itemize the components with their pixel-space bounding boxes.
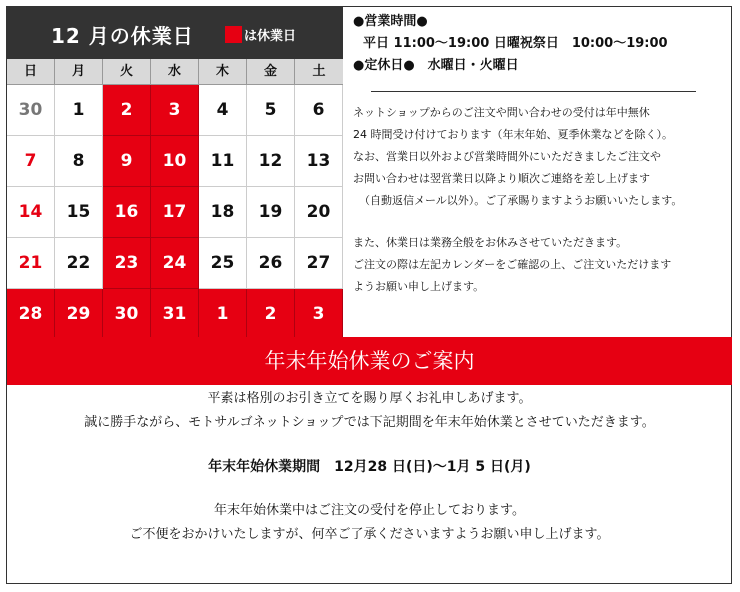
info-text-line: なお、営業日以外および営業時間外にいただきましたご注文や	[353, 150, 661, 163]
calendar-day: 21	[7, 238, 55, 289]
calendar-day: 30	[7, 85, 55, 136]
info-text-line: ネットショップからのご注文や問い合わせの受付は年中無休	[353, 106, 650, 119]
calendar-day-closed: 28	[7, 289, 55, 340]
calendar-day-closed: 2	[103, 85, 151, 136]
calendar-day-closed: 3	[295, 289, 343, 340]
calendar-day-closed: 31	[151, 289, 199, 340]
info-text-line: （自動返信メール以外）。ご了承賜りますようお願いいたします。	[359, 194, 683, 207]
holiday-period: 年末年始休業期間 12月28 日(日)～1月 5 日(月)	[208, 459, 531, 475]
year-end-notice	[7, 385, 732, 547]
weekday-label: 日	[7, 59, 55, 85]
calendar-header	[7, 7, 343, 59]
info-text-line: 24 時間受け付けております（年末年始、夏季休業などを除く）。	[353, 128, 673, 141]
calendar-day: 13	[295, 136, 343, 187]
notice-line-3: 年末年始休業中はご注文の受付を停止しております。	[214, 503, 525, 518]
hours-text: 平日 11:00～19:00 日曜祝祭日 10:00～19:00	[363, 36, 668, 51]
calendar-day: 22	[55, 238, 103, 289]
calendar-day-closed: 16	[103, 187, 151, 238]
hours-heading: ●営業時間●	[353, 14, 428, 29]
legend-label: は休業日	[244, 29, 297, 44]
calendar-day-grid	[7, 85, 343, 340]
weekday-label: 火	[103, 59, 151, 85]
weekday-label: 木	[199, 59, 247, 85]
info-panel	[343, 7, 732, 337]
closed-days-heading: ●定休日● 水曜日・火曜日	[353, 58, 519, 73]
calendar-day-closed: 2	[247, 289, 295, 340]
online-order-paragraph	[353, 102, 732, 212]
info-text-line: お問い合わせは翌営業日以降より順次ご連絡を差し上げます	[353, 172, 650, 185]
calendar-day: 25	[199, 238, 247, 289]
calendar-day: 18	[199, 187, 247, 238]
calendar-day: 6	[295, 85, 343, 136]
calendar-day: 5	[247, 85, 295, 136]
info-text-line: ご注文の際は左記カレンダーをご確認の上、ご注文いただけます	[353, 258, 672, 271]
calendar-day: 11	[199, 136, 247, 187]
weekday-header-row	[7, 59, 343, 85]
notice-line-4: ご不便をおかけいたしますが、何卒ご了承くださいますようお願い申し上げます。	[129, 527, 610, 542]
notice-line-1: 平素は格別のお引き立てを賜り厚くお礼申しあげます。	[207, 391, 532, 406]
calendar-day: 27	[295, 238, 343, 289]
calendar-day: 12	[247, 136, 295, 187]
info-text-line: ようお願い申し上げます。	[353, 280, 485, 293]
calendar-day: 26	[247, 238, 295, 289]
calendar-day: 14	[7, 187, 55, 238]
calendar-day-closed: 30	[103, 289, 151, 340]
legend-red-swatch	[225, 26, 242, 43]
calendar-day: 1	[55, 85, 103, 136]
calendar-day-closed: 23	[103, 238, 151, 289]
calendar-day: 7	[7, 136, 55, 187]
calendar-day-closed: 1	[199, 289, 247, 340]
calendar-day: 20	[295, 187, 343, 238]
calendar-legend	[225, 25, 296, 44]
weekday-label: 月	[55, 59, 103, 85]
weekday-label: 土	[312, 64, 326, 79]
calendar-day-closed: 3	[151, 85, 199, 136]
calendar-day: 15	[55, 187, 103, 238]
weekday-label: 水	[151, 59, 199, 85]
year-end-banner: 年末年始休業のご案内	[7, 337, 732, 385]
calendar-day: 19	[247, 187, 295, 238]
calendar-day-closed: 9	[103, 136, 151, 187]
holiday-paragraph	[353, 232, 732, 298]
info-text-line: また、休業日は業務全般をお休みさせていただきます。	[353, 236, 628, 249]
calendar-day-closed: 24	[151, 238, 199, 289]
calendar-month-title: 12 月の休業日	[51, 24, 194, 48]
calendar-day: 8	[55, 136, 103, 187]
calendar-day-closed: 17	[151, 187, 199, 238]
holiday-calendar	[7, 7, 343, 340]
weekday-label: 金	[247, 59, 295, 85]
calendar-day: 4	[199, 85, 247, 136]
divider-line	[371, 91, 696, 92]
calendar-day-closed: 29	[55, 289, 103, 340]
calendar-day-closed: 10	[151, 136, 199, 187]
notice-line-2: 誠に勝手ながら、モトサルゴネットショップでは下記期間を年末年始休業とさせていただきます。	[84, 415, 655, 430]
